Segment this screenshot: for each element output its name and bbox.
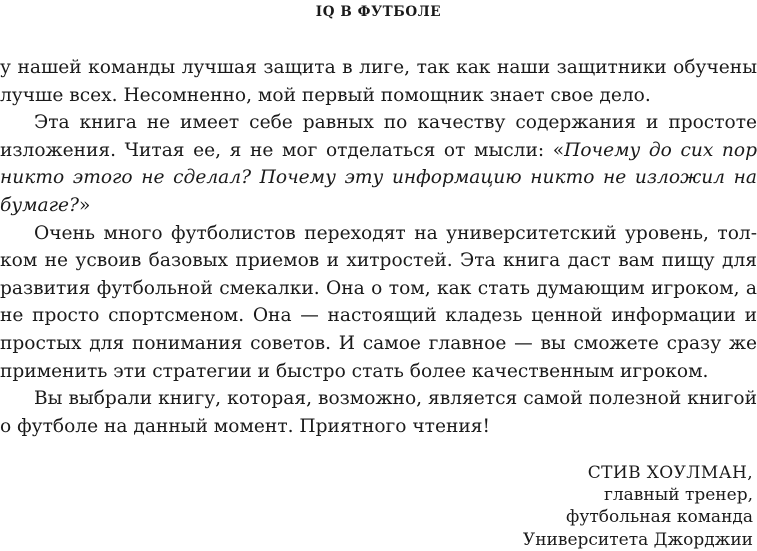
signature-name: СТИВ ХОУЛМАН, [587,463,753,483]
body-text [0,54,757,440]
paragraph-continued: у нашей команды лучшая защита в лиге, так как наши защитники обучены лучше всех. Несомненно, мой первый помощник знает свое дело. [0,57,757,106]
paragraph-quote-lead: Эта книга не имеет себе равных по качеству содержания и простоте изложения. Читая ее, я не мог отделаться от мысли: « [0,112,757,161]
signature-role: главный тренер, [603,485,753,506]
paragraph-closing: Вы выбрали книгу, которая, возможно, является самой полезной книгой о футболе на данный момент. Приятного чтения! [0,388,757,437]
running-title: IQ В ФУТБОЛЕ [315,4,442,20]
paragraph-advice: Очень много футболистов переходят на университетский уровень, толком не усвоив базовых приемов и хитростей. Эта книга даст вам пищу для развития футбольной смекалки. Она о том, как стать думающим игроком, а не просто спортсменом. Она — настоящий кладезь ценной информации и простых для понимания советов. И самое главное — вы сможете сразу же применить эти стратегии и быстро стать более качественным игроком. [0,222,757,382]
signature-university: Университета Джорджии [522,529,753,550]
signature-block [523,462,753,551]
paragraph-quote-close: » [79,194,91,216]
signature-team: футбольная команда [566,507,753,528]
paragraph-quote [0,109,757,219]
italic-quote: Почему до сих пор никто этого не сделал? Почему эту информацию никто не изложил на бумаге? [0,139,757,216]
